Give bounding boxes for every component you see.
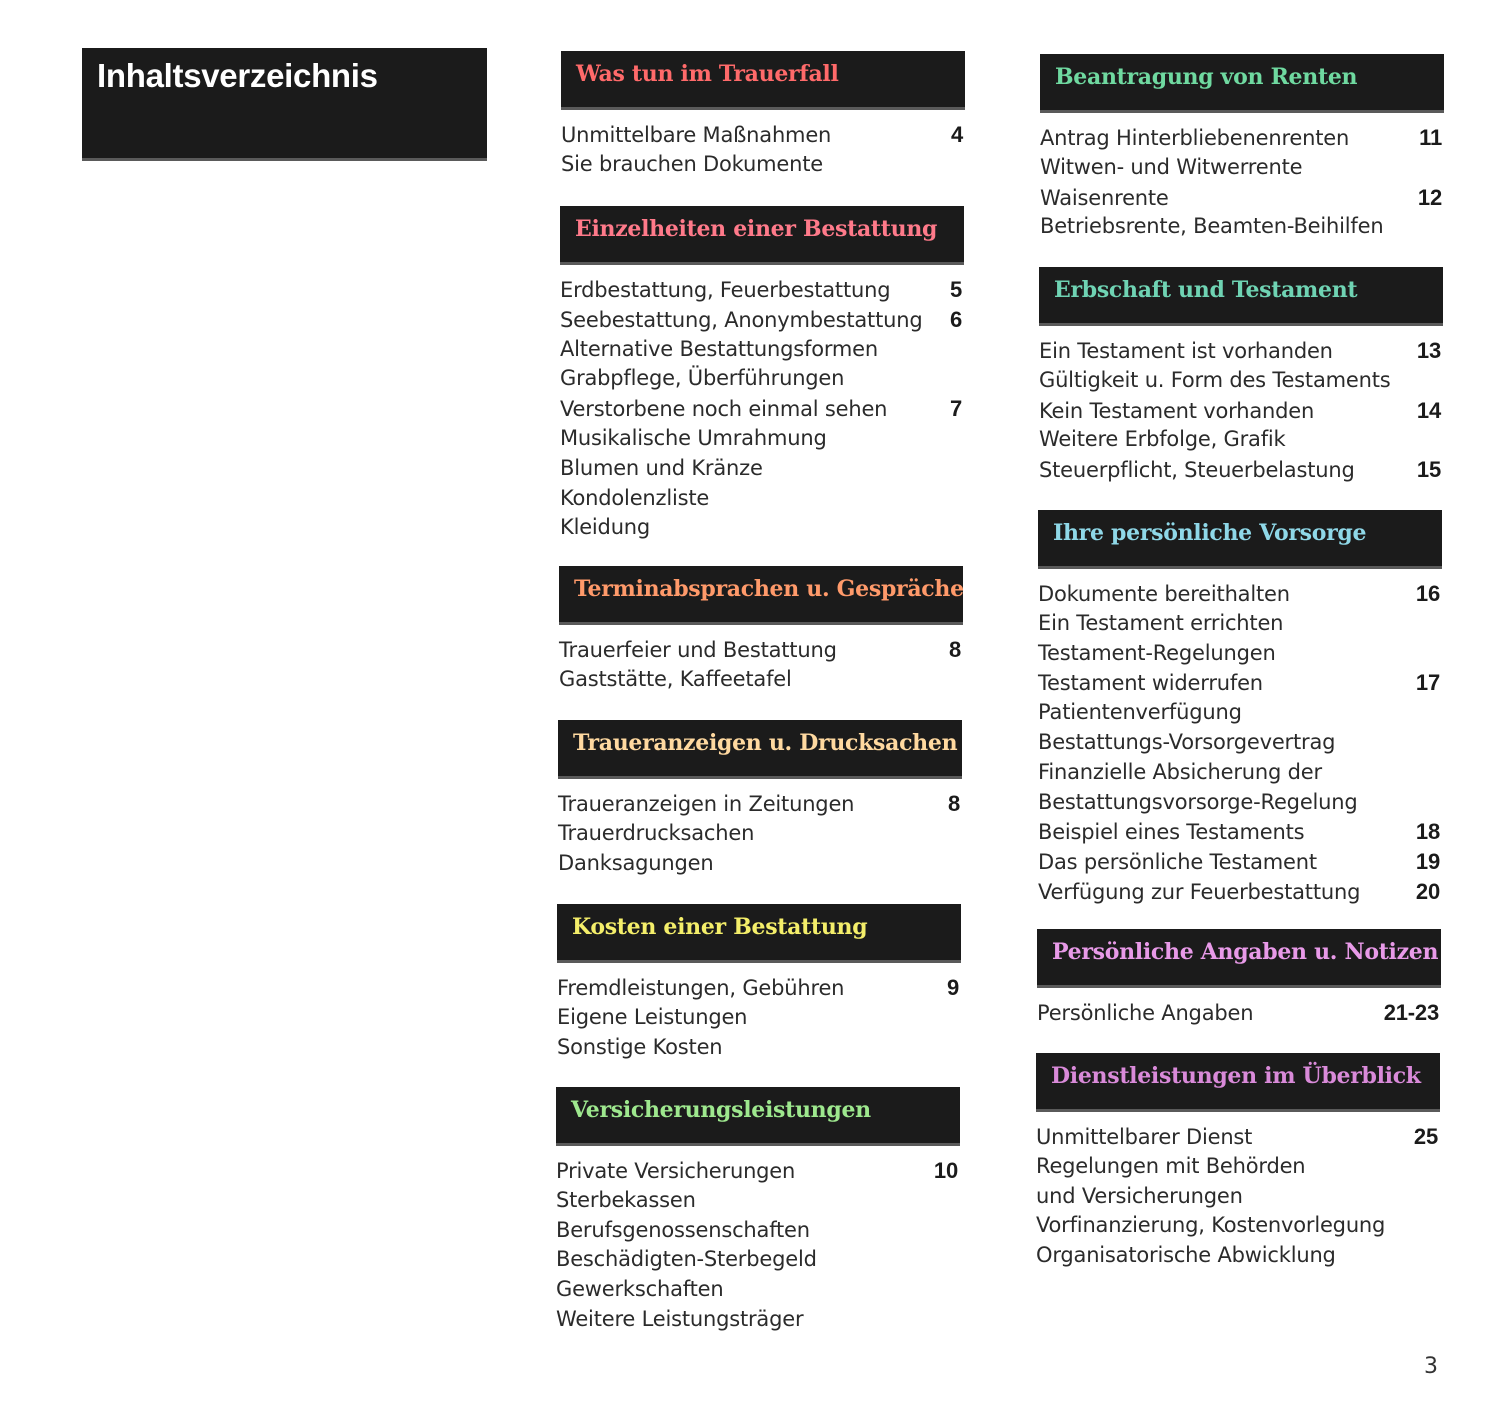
entry-title: Weitere Leistungsträger bbox=[556, 1306, 804, 1331]
entry-title: Sie brauchen Dokumente bbox=[561, 151, 823, 176]
entry-title: Trauerdrucksachen bbox=[558, 820, 755, 845]
toc-entry[interactable] bbox=[560, 275, 964, 305]
entry-title: Betriebsrente, Beamten-Beihilfen bbox=[1040, 214, 1384, 239]
section-header: Terminabsprachen u. Gespräche bbox=[559, 566, 963, 622]
entry-title: Gültigkeit u. Form des Testaments bbox=[1039, 367, 1391, 392]
toc-section bbox=[1039, 267, 1443, 485]
toc-entry[interactable] bbox=[557, 973, 961, 1003]
entry-title: Testament widerrufen bbox=[1038, 671, 1263, 696]
entry-title: Gaststätte, Kaffeetafel bbox=[559, 666, 792, 691]
entry-title: Dokumente bereithalten bbox=[1038, 582, 1290, 606]
entry-title: Waisenrente bbox=[1040, 185, 1169, 210]
entry-title: Private Versicherungen bbox=[556, 1159, 796, 1183]
entry-page: 8 bbox=[947, 791, 960, 816]
entry-title: Unmittelbare Maßnahmen bbox=[561, 123, 832, 147]
toc-entry[interactable] bbox=[1040, 123, 1444, 153]
toc-entry[interactable] bbox=[556, 1186, 960, 1216]
entry-page: 4 bbox=[950, 122, 963, 147]
entry-title: Blumen und Kränze bbox=[560, 455, 763, 480]
entry-title: Eigene Leistungen bbox=[557, 1004, 748, 1029]
toc-section bbox=[559, 566, 963, 695]
toc-entry[interactable] bbox=[1039, 425, 1443, 455]
entry-title: Persönliche Angaben bbox=[1037, 1001, 1254, 1025]
entry-page: 11 bbox=[1419, 125, 1442, 150]
section-entries bbox=[561, 120, 965, 180]
entry-page: 19 bbox=[1415, 849, 1440, 875]
toc-entry[interactable] bbox=[1039, 455, 1443, 485]
toc-entry[interactable] bbox=[1038, 639, 1442, 669]
entry-page: 18 bbox=[1415, 819, 1440, 845]
toc-section bbox=[560, 206, 964, 543]
entry-title: Gewerkschaften bbox=[556, 1277, 724, 1302]
toc-entry[interactable] bbox=[1038, 877, 1442, 907]
toc-entry[interactable] bbox=[1039, 336, 1443, 366]
toc-entry[interactable] bbox=[1037, 998, 1441, 1028]
toc-entry[interactable] bbox=[558, 789, 962, 819]
entry-title: Organisatorische Abwicklung bbox=[1036, 1243, 1336, 1268]
section-header: Traueranzeigen u. Drucksachen bbox=[558, 720, 962, 776]
entry-page: 17 bbox=[1415, 670, 1440, 696]
toc-section bbox=[558, 720, 962, 878]
entry-page: 16 bbox=[1415, 581, 1440, 606]
toc-entry[interactable] bbox=[560, 394, 964, 424]
section-header: Kosten einer Bestattung bbox=[557, 904, 961, 960]
toc-entry[interactable] bbox=[1040, 212, 1444, 242]
entry-page: 8 bbox=[948, 637, 961, 662]
entry-page: 20 bbox=[1415, 878, 1440, 904]
section-header: Einzelheiten einer Bestattung bbox=[560, 206, 964, 262]
section-entries bbox=[1040, 123, 1444, 242]
entry-title: Steuerpflicht, Steuerbelastung bbox=[1039, 458, 1355, 483]
entry-title: Patientenverfügung bbox=[1038, 700, 1242, 725]
toc-entry[interactable] bbox=[557, 1003, 961, 1033]
entry-title: Kondolenzliste bbox=[560, 485, 710, 510]
section-entries bbox=[559, 635, 963, 695]
entry-title: Ein Testament errichten bbox=[1038, 610, 1284, 635]
toc-entry[interactable] bbox=[1040, 153, 1444, 183]
toc-entry[interactable] bbox=[1038, 668, 1442, 698]
toc-entry[interactable] bbox=[558, 819, 962, 849]
toc-entry[interactable] bbox=[1036, 1211, 1440, 1241]
entry-title: Beispiel eines Testaments bbox=[1038, 820, 1305, 845]
section-entries bbox=[1038, 579, 1442, 907]
toc-entry[interactable] bbox=[561, 120, 965, 150]
toc-entry[interactable] bbox=[559, 635, 963, 665]
section-header: Persönliche Angaben u. Notizen bbox=[1037, 929, 1441, 985]
toc-entry[interactable] bbox=[557, 1033, 961, 1063]
entry-title: Bestattungsvorsorge-Regelung bbox=[1038, 789, 1358, 814]
entry-title: Bestattungs-Vorsorgevertrag bbox=[1038, 729, 1336, 754]
toc-entry[interactable] bbox=[560, 454, 964, 484]
entry-title: Ein Testament ist vorhanden bbox=[1039, 339, 1333, 363]
entry-title: Antrag Hinterbliebenenrenten bbox=[1040, 126, 1350, 150]
section-header: Dienstleistungen im Überblick bbox=[1036, 1053, 1440, 1109]
entry-page: 6 bbox=[949, 306, 962, 332]
entry-title: Weitere Erbfolge, Grafik bbox=[1039, 427, 1286, 452]
entry-title: Witwen- und Witwerrente bbox=[1040, 154, 1303, 179]
entry-title: Beschädigten-Sterbegeld bbox=[556, 1247, 817, 1272]
section-header: Was tun im Trauerfall bbox=[561, 51, 965, 107]
entry-title: Regelungen mit Behörden bbox=[1036, 1153, 1306, 1178]
toc-entry[interactable] bbox=[1039, 396, 1443, 426]
entry-title: Verstorbene noch einmal sehen bbox=[560, 397, 888, 422]
toc-section bbox=[557, 904, 961, 1062]
toc-entry[interactable] bbox=[556, 1245, 960, 1275]
entry-title: Grabpflege, Überführungen bbox=[560, 366, 845, 391]
entry-title: Unmittelbarer Dienst bbox=[1036, 1125, 1253, 1149]
entry-title: Kein Testament vorhanden bbox=[1039, 398, 1315, 423]
entry-page: 10 bbox=[933, 1158, 958, 1183]
entry-title: Fremdleistungen, Gebühren bbox=[557, 976, 845, 1000]
entry-title: Traueranzeigen in Zeitungen bbox=[558, 792, 855, 816]
entry-page: 13 bbox=[1416, 338, 1441, 363]
toc-section bbox=[1040, 54, 1444, 242]
entry-title: und Versicherungen bbox=[1036, 1183, 1243, 1208]
toc-entry[interactable] bbox=[556, 1275, 960, 1305]
toc-entry[interactable] bbox=[560, 364, 964, 394]
entry-title: Alternative Bestattungsformen bbox=[560, 336, 879, 361]
toc-section bbox=[1038, 510, 1442, 907]
toc-entry[interactable] bbox=[560, 484, 964, 514]
section-entries bbox=[1036, 1122, 1440, 1271]
entry-title: Sterbekassen bbox=[556, 1187, 696, 1212]
entry-page: 5 bbox=[949, 277, 962, 302]
toc-entry[interactable] bbox=[560, 335, 964, 365]
toc-entry[interactable] bbox=[559, 665, 963, 695]
toc-entry[interactable] bbox=[1036, 1122, 1440, 1152]
toc-entry[interactable] bbox=[1036, 1241, 1440, 1271]
section-entries bbox=[557, 973, 961, 1062]
toc-entry[interactable] bbox=[560, 424, 964, 454]
toc-entry[interactable] bbox=[1039, 366, 1443, 396]
toc-section bbox=[1037, 929, 1441, 1028]
toc-entry[interactable] bbox=[556, 1156, 960, 1186]
toc-entry[interactable] bbox=[1038, 847, 1442, 877]
toc-entry[interactable] bbox=[1038, 817, 1442, 847]
section-entries bbox=[558, 789, 962, 878]
entry-page: 21-23 bbox=[1383, 1000, 1439, 1025]
page-number: 3 bbox=[1424, 1354, 1438, 1379]
toc-entry[interactable] bbox=[1036, 1152, 1440, 1182]
entry-title: Sonstige Kosten bbox=[557, 1034, 723, 1059]
entry-page: 12 bbox=[1417, 184, 1442, 210]
section-header: Beantragung von Renten bbox=[1040, 54, 1444, 110]
toc-section bbox=[556, 1087, 960, 1335]
entry-title: Kleidung bbox=[560, 515, 651, 540]
entry-page: 7 bbox=[949, 396, 962, 422]
section-header: Ihre persönliche Vorsorge bbox=[1038, 510, 1442, 566]
toc-section bbox=[561, 51, 965, 180]
toc-entry[interactable] bbox=[1038, 698, 1442, 728]
entry-title: Danksagungen bbox=[558, 850, 714, 875]
toc-entry[interactable] bbox=[556, 1216, 960, 1246]
toc-entry[interactable] bbox=[1038, 788, 1442, 818]
entry-title: Musikalische Umrahmung bbox=[560, 425, 827, 450]
toc-entry[interactable] bbox=[1038, 609, 1442, 639]
entry-title: Verfügung zur Feuerbestattung bbox=[1038, 879, 1361, 904]
toc-entry[interactable] bbox=[1038, 579, 1442, 609]
toc-entry[interactable] bbox=[561, 150, 965, 180]
entry-title: Erdbestattung, Feuerbestattung bbox=[560, 278, 891, 302]
entry-title: Testament-Regelungen bbox=[1038, 640, 1276, 665]
entry-title: Finanzielle Absicherung der bbox=[1038, 759, 1322, 784]
entry-page: 14 bbox=[1416, 397, 1441, 423]
toc-entry[interactable] bbox=[1038, 758, 1442, 788]
entry-title: Vorfinanzierung, Kostenvorlegung bbox=[1036, 1213, 1386, 1238]
toc-entry[interactable] bbox=[1036, 1182, 1440, 1212]
entry-page: 15 bbox=[1416, 457, 1441, 483]
toc-entry[interactable] bbox=[556, 1305, 960, 1335]
toc-entry[interactable] bbox=[560, 305, 964, 335]
entry-title: Trauerfeier und Bestattung bbox=[559, 638, 837, 662]
entry-page: 9 bbox=[946, 975, 959, 1000]
entry-title: Berufsgenossenschaften bbox=[556, 1217, 810, 1242]
section-entries bbox=[1039, 336, 1443, 485]
toc-entry[interactable] bbox=[1038, 728, 1442, 758]
toc-section bbox=[1036, 1053, 1440, 1271]
section-entries bbox=[560, 275, 964, 543]
entry-page: 25 bbox=[1413, 1124, 1438, 1149]
section-header: Versicherungsleistungen bbox=[556, 1087, 960, 1143]
section-header: Erbschaft und Testament bbox=[1039, 267, 1443, 323]
toc-entry[interactable] bbox=[560, 513, 964, 543]
entry-title: Das persönliche Testament bbox=[1038, 850, 1317, 875]
toc-entry[interactable] bbox=[558, 849, 962, 879]
toc-entry[interactable] bbox=[1040, 183, 1444, 213]
section-entries bbox=[556, 1156, 960, 1335]
page-title: Inhaltsverzeichnis bbox=[82, 48, 487, 158]
entry-title: Seebestattung, Anonymbestattung bbox=[560, 307, 923, 332]
section-entries bbox=[1037, 998, 1441, 1028]
